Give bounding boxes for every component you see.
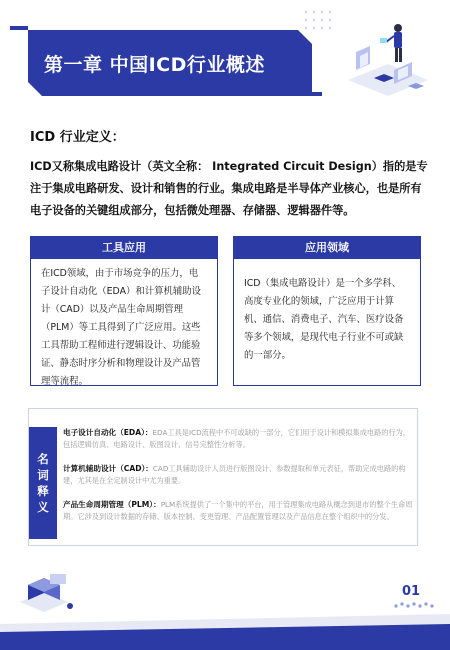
glossary-desc: PLM系统提供了一个集中的平台，用于管理集成电路从概念到退市的整个生命周期。它涉及到设计数据的存储、版本控制、变更管理、产品配置管理以及产品信息在整个组织中的分发。 (63, 500, 413, 521)
glossary-term: 计算机辅助设计（CAD）： (63, 464, 153, 473)
glossary-item-plm (63, 499, 413, 523)
bottom-band (0, 610, 450, 650)
glossary-term: 产品生命周期管理（PLM）： (63, 500, 161, 509)
fields-box-body: ICD（集成电路设计）是一个多学科、高度专业化的领域，广泛应用于计算机、通信、消费电子、汽车、医疗设备等多个领域，是现代电子行业不可或缺的一部分。 (244, 278, 404, 361)
glossary-desc: EDA工具是ICD流程中不可或缺的一部分，它们用于设计和模拟集成电路的行为，包括逻辑仿真、电路设计、版图设计、信号完整性分析等。 (63, 428, 411, 449)
definition-body: ICD又称集成电路设计（英文全称： Integrated Circuit Design）指的是专注于集成电路研发、设计和销售的行业。集成电路是半导体产业核心，也是所有电子设备的关键组成部分，包括微处理器、存储器、逻辑器件等。 (30, 160, 428, 217)
tools-box-title: 工具应用 (31, 237, 217, 259)
glossary-tab-char: 词 (37, 468, 49, 482)
glossary-tab (29, 427, 57, 539)
presenter-illustration-icon (336, 18, 436, 100)
glossary-panel (28, 408, 418, 546)
glossary-item-cad (63, 463, 413, 487)
glossary-tab-char: 释 (37, 484, 49, 498)
glossary-tab-char: 名 (37, 452, 49, 466)
glossary-desc: CAD工具辅助设计人员进行版图设计、参数提取和单元表征，帮助完成电路的构建，尤其是在全定制设计中尤为重要。 (63, 464, 406, 485)
glossary-term: 电子设计自动化（EDA）： (63, 428, 153, 437)
fields-box (233, 236, 421, 386)
glossary-item-eda (63, 427, 413, 451)
glossary-tab-char: 义 (37, 500, 49, 514)
fields-box-title: 应用领域 (234, 237, 420, 259)
chapter-title: 第一章 中国ICD行业概述 (44, 54, 265, 76)
tools-box-body: 在ICD领域，由于市场竞争的压力，电子设计自动化（EDA）和计算机辅助设计（CAD）以及产品生命周期管理（PLM）等工具得到了广泛应用。这些工具帮助工程师进行逻辑设计、功能验证、静态时序分析和物理设计及产品管理等流程。 (41, 268, 202, 387)
tools-box (30, 236, 218, 386)
page-number: 01 (402, 584, 421, 599)
definition-heading: ICD 行业定义： (30, 130, 125, 145)
